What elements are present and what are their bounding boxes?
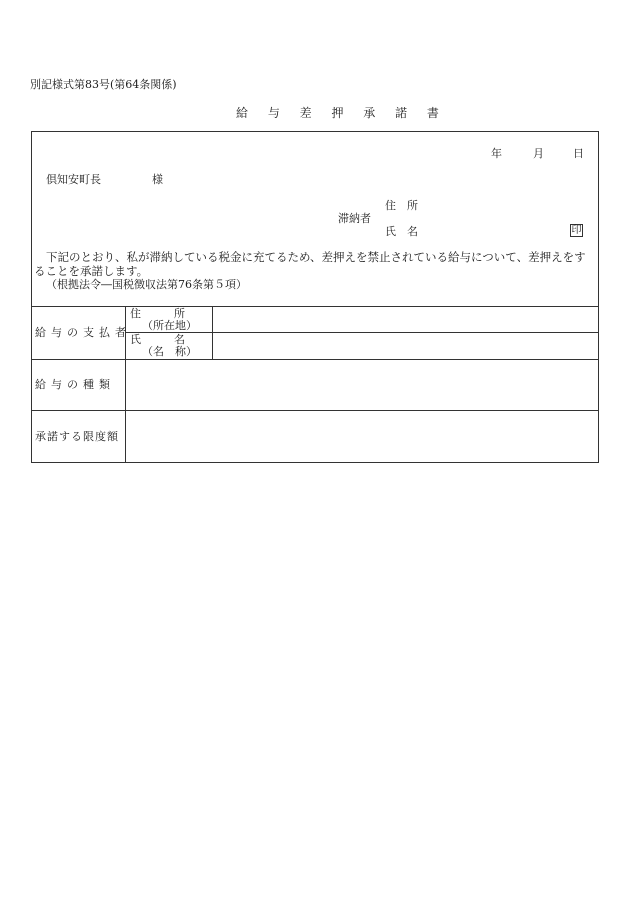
limit-amount-label: 承諾する限度額 bbox=[35, 430, 119, 443]
payer-address-label: 住 所 bbox=[130, 307, 185, 320]
date-year-label: 年 bbox=[491, 147, 502, 160]
date-month-label: 月 bbox=[533, 147, 544, 160]
delinquent-address-label: 住 所 bbox=[385, 199, 418, 212]
page-title: 給 与 差 押 承 諾 書 bbox=[236, 106, 447, 120]
payer-name-sublabel: （名 称） bbox=[142, 345, 197, 358]
date-day-label: 日 bbox=[573, 147, 584, 160]
payer-name-label: 氏 名 bbox=[130, 333, 185, 346]
salary-type-label: 給与の種類 bbox=[35, 378, 115, 391]
row-divider bbox=[31, 410, 599, 411]
delinquent-label: 滞納者 bbox=[338, 212, 371, 225]
consent-body-text: 下記のとおり、私が滞納している税金に充てるため、差押えを禁止されている給与について、差押えをすることを承諾します。 bbox=[34, 250, 586, 278]
delinquent-name-label: 氏 名 bbox=[385, 225, 418, 238]
row-divider bbox=[31, 359, 599, 360]
payer-address-sublabel: （所在地） bbox=[142, 319, 197, 332]
payer-label: 給与の支払者 bbox=[35, 326, 131, 339]
addressee-name: 倶知安町長 bbox=[46, 173, 101, 186]
form-number: 別記様式第83号(第64条関係) bbox=[30, 78, 177, 91]
addressee-honorific: 様 bbox=[152, 173, 163, 186]
legal-basis: （根拠法令―国税徴収法第76条第５項） bbox=[46, 278, 247, 291]
seal-mark: 印 bbox=[571, 225, 582, 236]
